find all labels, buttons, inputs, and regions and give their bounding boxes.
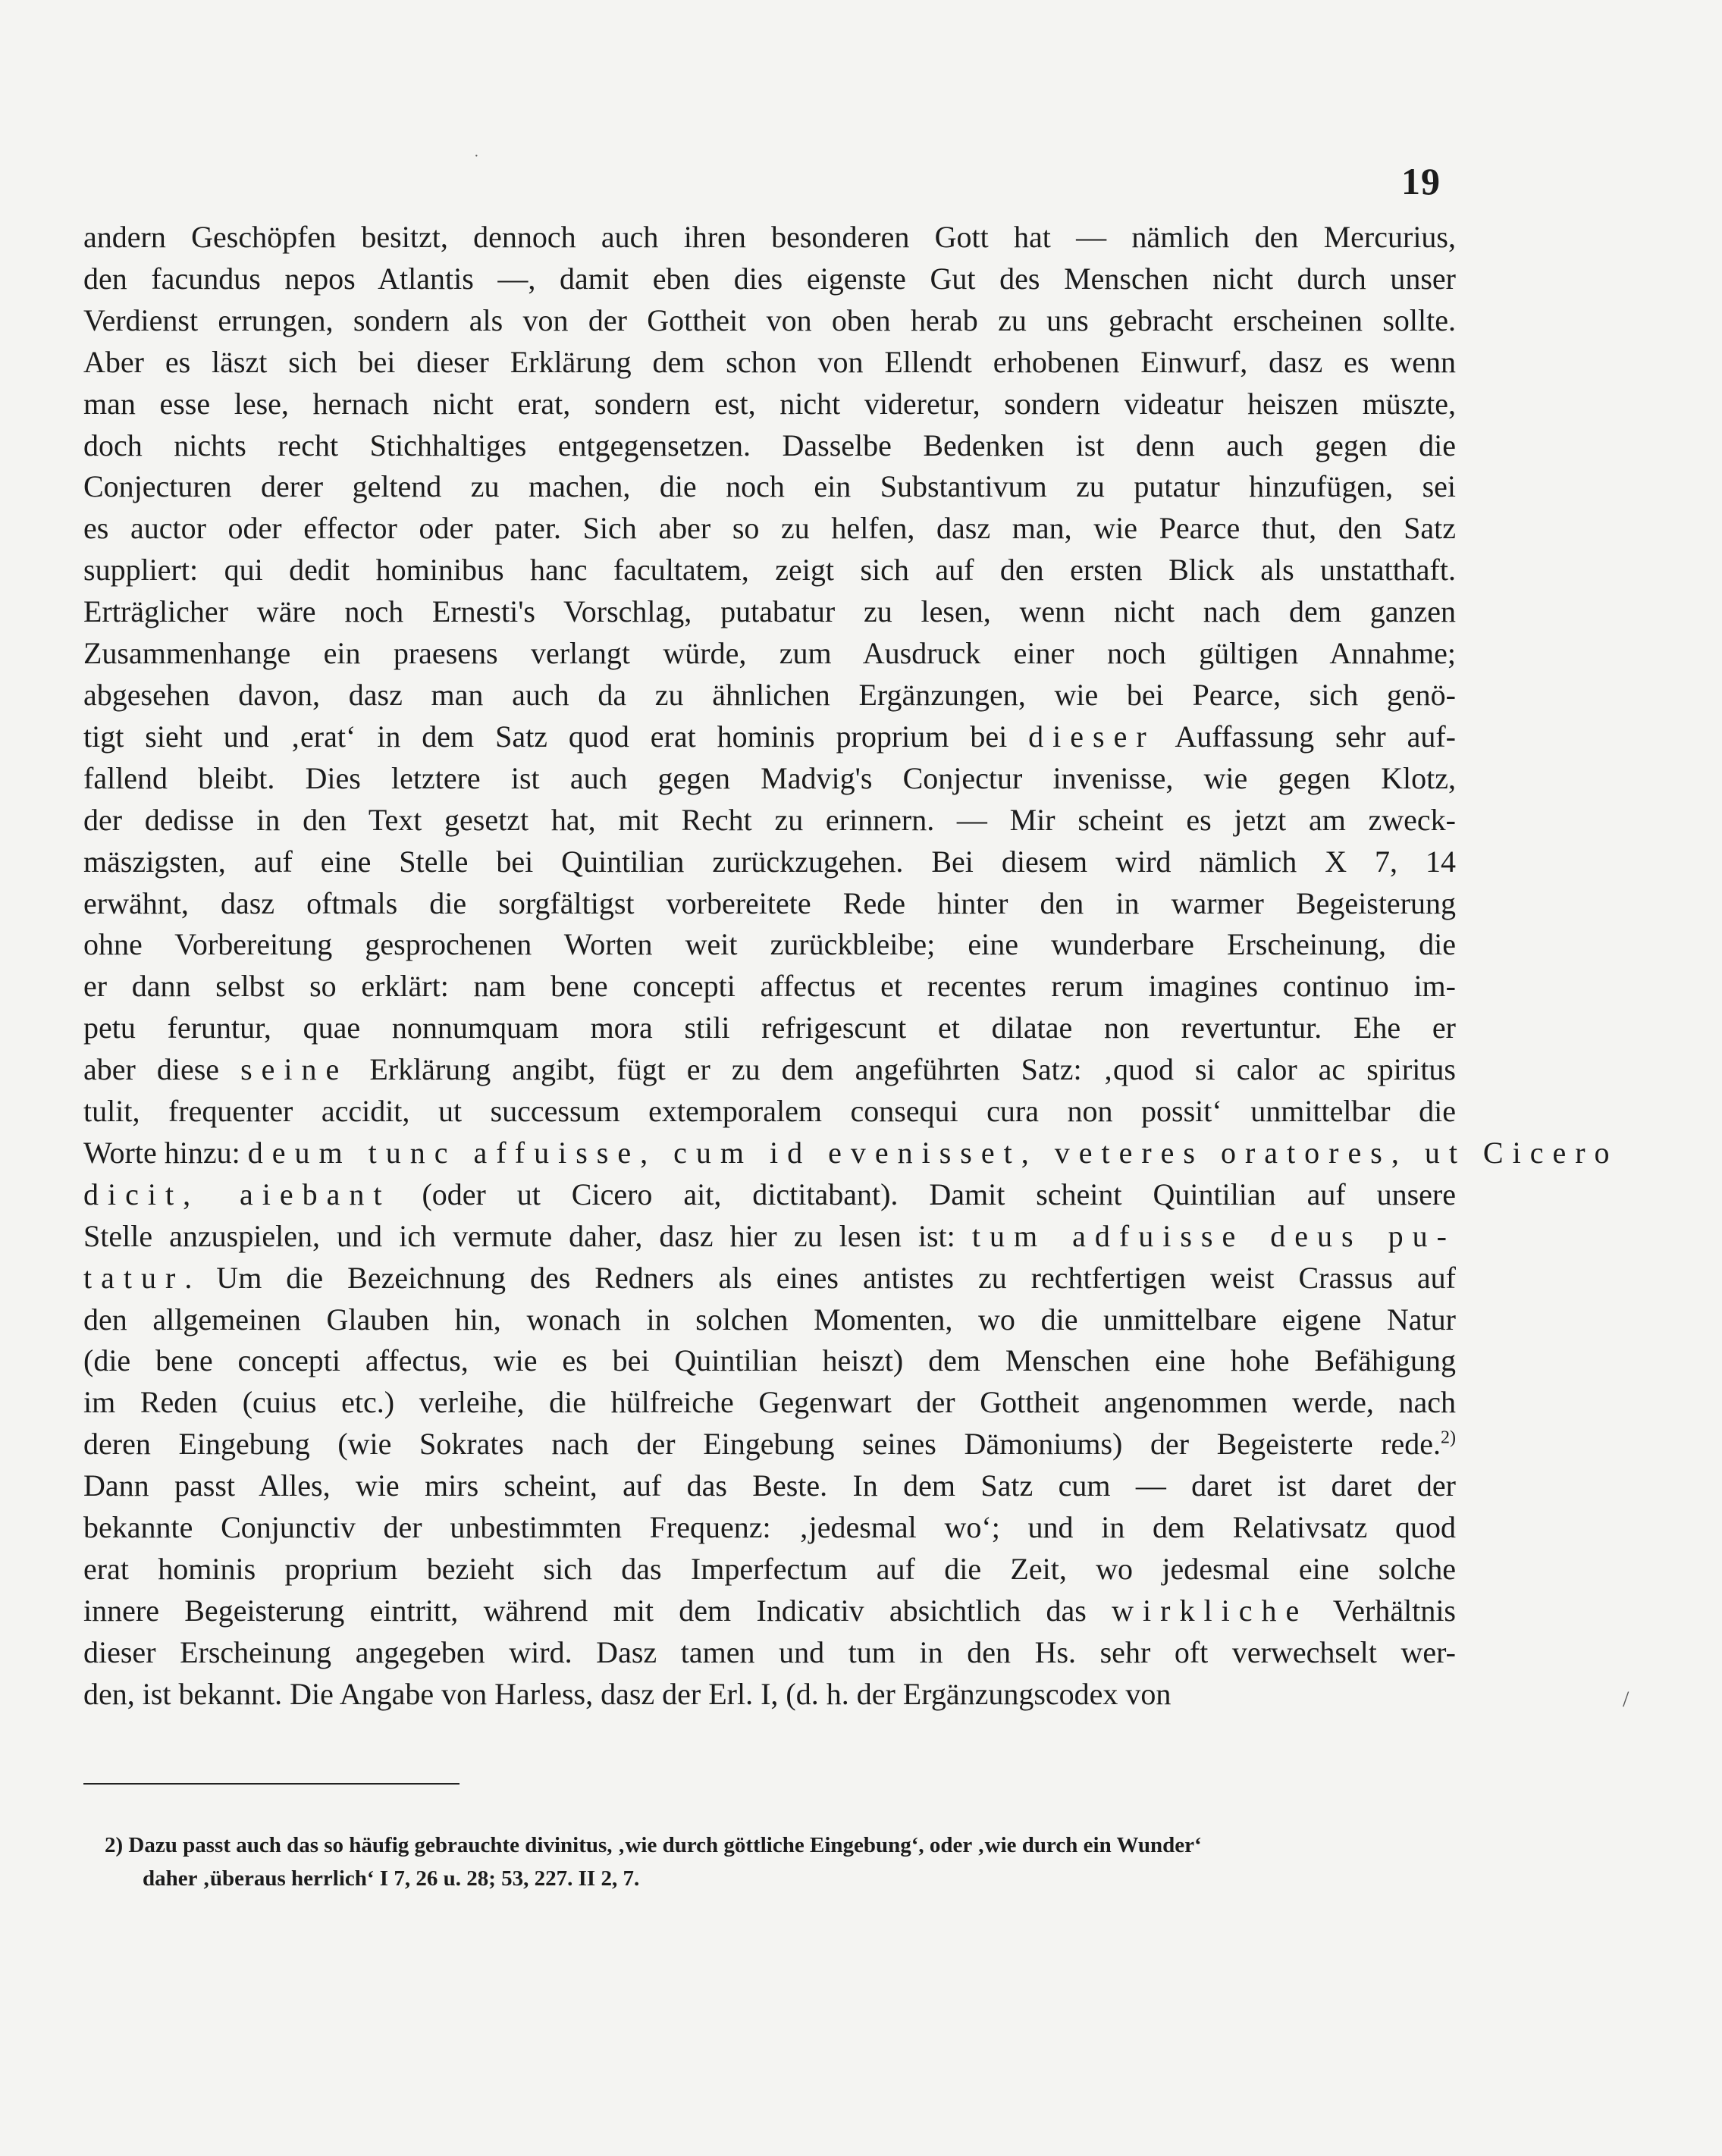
spaced-emphasis: tatur [83, 1260, 185, 1295]
spaced-emphasis: dieser [1028, 719, 1156, 754]
text-line: andern Geschöpfen besitzt, dennoch auch ihren besonderen Gott hat — nämlich den Mercurius, [83, 220, 1456, 254]
text-line [83, 1258, 1456, 1299]
text-line: petu feruntur, quae nonnumquam mora stili refrigescunt et dilatae non revertuntur. Ehe er [83, 1011, 1456, 1045]
text-line [83, 1133, 1619, 1174]
text-line [83, 1590, 1456, 1632]
text-line [83, 1216, 1456, 1258]
text-line: Aber es läszt sich bei dieser Erklärung dem schon von Ellendt erhobenen Einwurf, dasz es wenn [83, 344, 1456, 379]
footnote-marker: 2) [105, 1833, 124, 1857]
footnote [105, 1829, 1454, 1895]
text-line: Verdienst errungen, sondern als von der Gottheit von oben herab zu uns gebracht erscheinen sollte. [83, 302, 1456, 337]
text-segment: deren Eingebung (wie Sokrates nach der Eingebung seines Dämoniums) der Begeisterte rede. [83, 1427, 1441, 1462]
text-line: den allgemeinen Glauben hin, wonach in solchen Momenten, wo die unmittelbare eigene Natur [83, 1302, 1456, 1337]
margin-mark: / [1623, 1687, 1629, 1712]
text-line [83, 716, 1456, 758]
text-line: doch nichts recht Stichhaltiges entgegensetzen. Dasselbe Bedenken ist denn auch gegen die [83, 428, 1456, 462]
text-line: dieser Erscheinung angegeben wird. Dasz tamen und tum in den Hs. sehr oft verwechselt wer- [83, 1634, 1456, 1669]
text-line: (die bene concepti affectus, wie es bei Quintilian heiszt) dem Menschen eine hohe Befähigung [83, 1343, 1456, 1378]
text-line: erwähnt, dasz oftmals die sorgfältigst vorbereitete Rede hinter den in warmer Begeisterung [83, 885, 1456, 920]
page-number: 19 [1401, 160, 1441, 202]
text-segment: Verhältnis [1308, 1593, 1456, 1628]
text-line: tulit, frequenter accidit, ut successum extemporalem consequi cura non possit‘ unmittelbar die [83, 1094, 1456, 1129]
footnote-text: Dazu passt auch das so häufig gebrauchte divinitus, ‚wie durch göttliche Eingebung‘, oder ‚wie durch ein Wunder‘ [128, 1833, 1202, 1857]
text-line [83, 1049, 1456, 1091]
text-line: Erträglicher wäre noch Ernesti's Vorschlag, putabatur zu lesen, wenn nicht nach dem ganzen [83, 594, 1456, 629]
text-segment: Worte hinzu: [83, 1135, 248, 1170]
footnote-reference: 2) [1441, 1427, 1456, 1448]
spaced-emphasis: dicit, aiebant [83, 1177, 391, 1211]
footnote-separator [83, 1783, 460, 1785]
margin-mark: · [474, 148, 479, 165]
text-segment: tigt sieht und ‚erat‘ in dem Satz quod erat hominis proprium bei [83, 719, 1029, 754]
text-line [83, 1424, 1456, 1465]
text-segment: Erklärung angibt, fügt er zu dem angeführten Satz: ‚quod si calor ac spiritus [348, 1052, 1457, 1087]
text-line: bekannte Conjunctiv der unbestimmten Frequenz: ‚jedesmal wo‘; und in dem Relativsatz quod [83, 1510, 1456, 1545]
text-segment: (oder ut Cicero ait, dictitabant). Damit scheint Quintilian auf unsere [391, 1177, 1456, 1211]
text-segment: Stelle anzuspielen, und ich vermute daher, dasz hier zu lesen ist: [83, 1218, 972, 1253]
spaced-emphasis: tum adfuisse deus pu- [971, 1218, 1456, 1253]
text-line: im Reden (cuius etc.) verleihe, die hülfreiche Gegenwart der Gottheit angenommen werde, nach [83, 1385, 1456, 1420]
spaced-emphasis: seine [240, 1052, 349, 1087]
body-text [83, 217, 1619, 1716]
footnote-line: daher ‚überaus herrlich‘ I 7, 26 u. 28; 53, 227. II 2, 7. [143, 1866, 640, 1891]
text-segment: aber diese [83, 1052, 241, 1087]
text-line: suppliert: qui dedit hominibus hanc facultatem, zeigt sich auf den ersten Blick als unstatthaft. [83, 553, 1456, 588]
text-line: abgesehen davon, dasz man auch da zu ähnlichen Ergänzungen, wie bei Pearce, sich genö- [83, 677, 1456, 712]
text-line: fallend bleibt. Dies letztere ist auch gegen Madvig's Conjectur invenisse, wie gegen Klotz, [83, 760, 1456, 795]
spaced-emphasis: wirkliche [1112, 1593, 1309, 1628]
text-line: ohne Vorbereitung gesprochenen Worten weit zurückbleibe; eine wunderbare Erscheinung, die [83, 927, 1456, 962]
text-line: mäszigsten, auf eine Stelle bei Quintilian zurückzugehen. Bei diesem wird nämlich X 7, 14 [83, 844, 1456, 879]
spaced-emphasis: deum tunc affuisse, cum id evenisset, veteres oratores, ut Cicero [247, 1135, 1619, 1170]
text-line [83, 1174, 1456, 1216]
text-line: den facundus nepos Atlantis —, damit eben dies eigenste Gut des Menschen nicht durch unser [83, 261, 1456, 296]
text-segment: . Um die Bezeichnung des Redners als eines antistes zu rechtfertigen weist Crassus auf [184, 1260, 1456, 1295]
text-line: erat hominis proprium bezieht sich das Imperfectum auf die Zeit, wo jedesmal eine solche [83, 1552, 1456, 1586]
text-segment: Auffassung sehr auf- [1155, 719, 1456, 754]
text-line: er dann selbst so erklärt: nam bene concepti affectus et recentes rerum imagines continuo im- [83, 969, 1456, 1004]
text-segment: innere Begeisterung eintritt, während mit dem Indicativ absichtlich das [83, 1593, 1112, 1628]
text-line: man esse lese, hernach nicht erat, sondern est, nicht videretur, sondern videatur heiszen müszte, [83, 386, 1456, 421]
text-line: Conjecturen derer geltend zu machen, die noch ein Substantivum zu putatur hinzufügen, sei [83, 469, 1456, 504]
text-line: es auctor oder effector oder pater. Sich aber so zu helfen, dasz man, wie Pearce thut, den Satz [83, 511, 1456, 546]
text-line: Dann passt Alles, wie mirs scheint, auf das Beste. In dem Satz cum — daret ist daret der [83, 1468, 1456, 1503]
text-line: den, ist bekannt. Die Angabe von Harless, dasz der Erl. I, (d. h. der Ergänzungscodex von [83, 1676, 1172, 1711]
text-line: der dedisse in den Text gesetzt hat, mit Recht zu erinnern. — Mir scheint es jetzt am zweck- [83, 802, 1456, 837]
footnote-line [105, 1829, 1454, 1862]
text-line: Zusammenhange ein praesens verlangt würde, zum Ausdruck einer noch gültigen Annahme; [83, 636, 1456, 671]
